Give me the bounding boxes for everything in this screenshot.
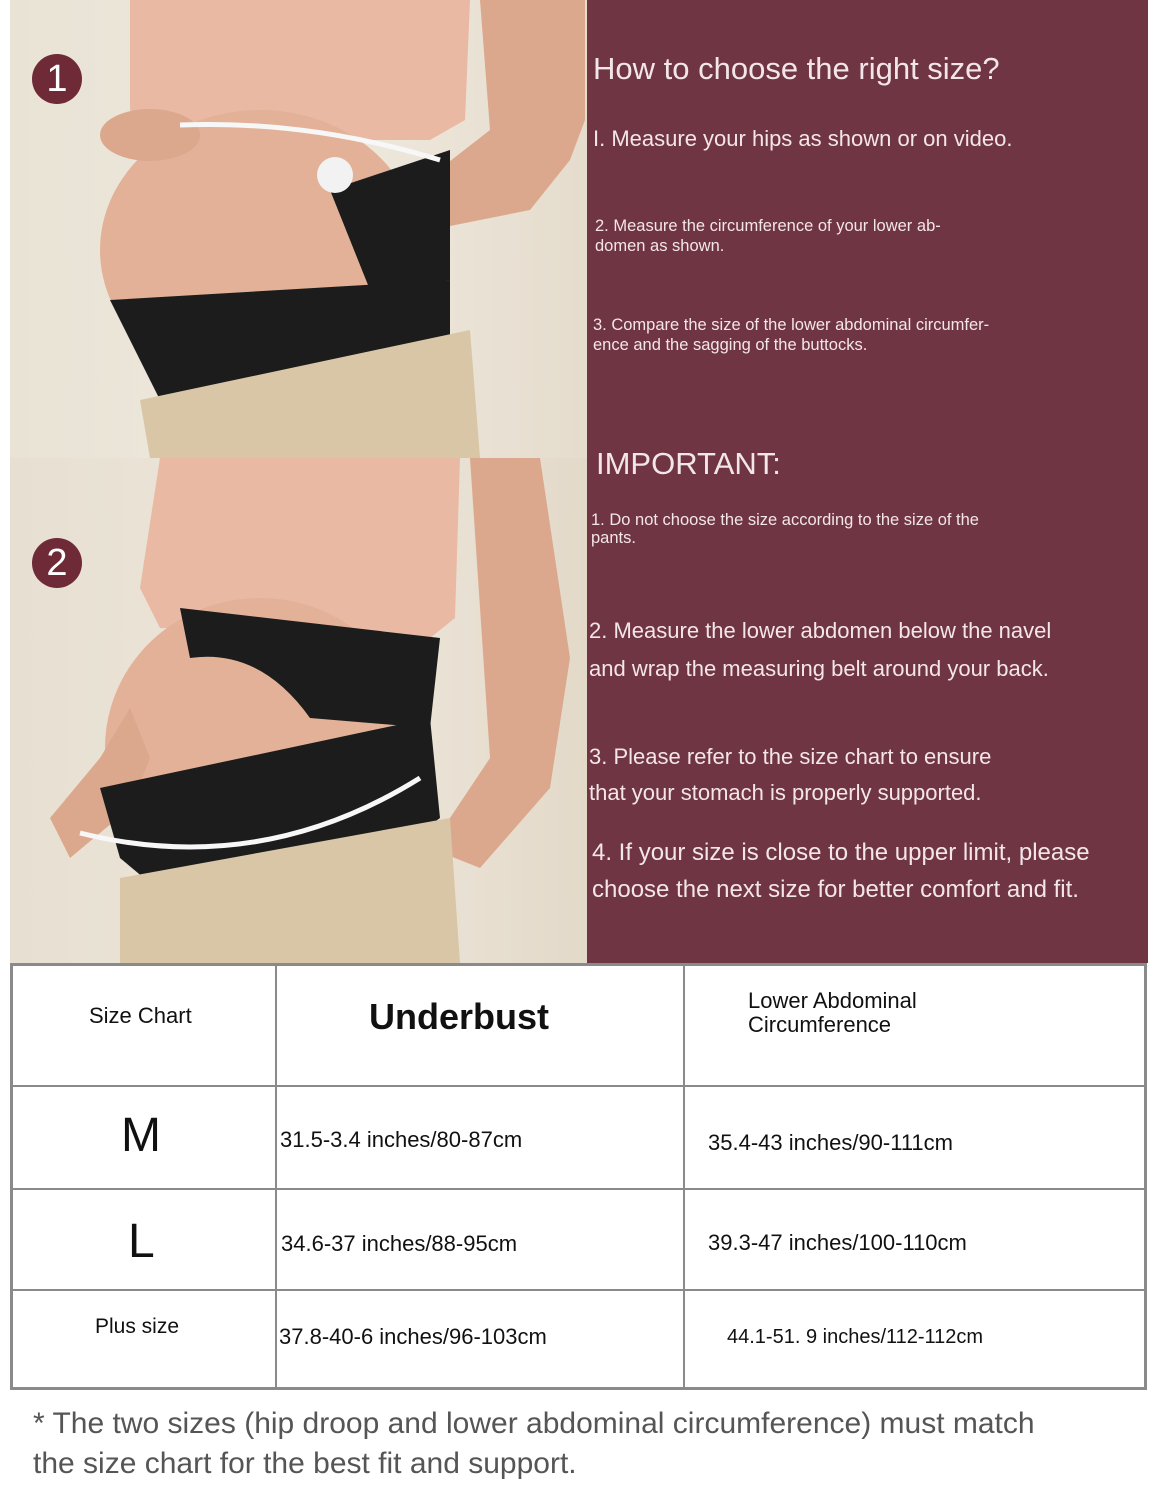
header-size-chart: Size Chart: [89, 1003, 192, 1028]
size-chart-table: [10, 963, 1147, 1390]
size-m-underbust: 31.5-3.4 inches/80-87cm: [280, 1127, 523, 1152]
size-l-underbust: 34.6-37 inches/88-95cm: [281, 1231, 518, 1256]
size-l-lower-abdominal: 39.3-47 inches/100-110cm: [708, 1230, 967, 1255]
table-divider: [13, 1085, 1144, 1087]
important-title: IMPORTANT:: [596, 446, 781, 481]
important-3-line-2: that your stomach is properly supported.: [589, 780, 982, 805]
important-2-line-2: and wrap the measuring belt around your back.: [589, 656, 1049, 681]
size-plus-label: Plus size: [95, 1315, 180, 1338]
step-1-badge: 1: [32, 54, 82, 104]
table-divider: [13, 1289, 1144, 1291]
step-2-line-2: domen as shown.: [595, 237, 725, 255]
important-1-line-1: 1. Do not choose the size according to the size of the: [591, 511, 979, 529]
step-2-badge: 2: [32, 538, 82, 588]
important-2-line-1: 2. Measure the lower abdomen below the navel: [589, 618, 1052, 643]
important-3-line-1: 3. Please refer to the size chart to ensure: [589, 744, 992, 769]
illustration-pregnant-torso-2: [10, 458, 587, 963]
photo-measuring-hips: [10, 0, 587, 458]
step-2-line-1: 2. Measure the circumference of your lower ab-: [595, 217, 941, 235]
step-1-text: I. Measure your hips as shown or on video.: [593, 126, 1013, 151]
table-divider: [13, 1188, 1144, 1190]
size-m-label: M: [121, 1109, 161, 1162]
size-l-label: L: [128, 1215, 155, 1268]
header-underbust: Underbust: [369, 996, 549, 1037]
footnote-line-1: * The two sizes (hip droop and lower abdominal circumference) must match: [33, 1407, 1035, 1440]
important-4-line-1: 4. If your size is close to the upper limit, please: [592, 839, 1090, 866]
size-m-lower-abdominal: 35.4-43 inches/90-111cm: [708, 1130, 953, 1155]
header-lower-abdominal-line-2: Circumference: [748, 1012, 892, 1037]
table-divider: [683, 966, 685, 1387]
step-3-line-2: ence and the sagging of the buttocks.: [593, 336, 868, 354]
illustration-pregnant-torso-1: [10, 0, 587, 458]
important-1-line-2: pants.: [591, 529, 636, 547]
size-plus-lower-abdominal: 44.1-51. 9 inches/112-112cm: [727, 1326, 984, 1348]
size-guide-panel: [587, 0, 1148, 963]
table-divider: [275, 966, 277, 1387]
header-lower-abdominal-line-1: Lower Abdominal: [748, 988, 917, 1013]
size-plus-underbust: 37.8-40-6 inches/96-103cm: [279, 1324, 547, 1349]
step-3-line-1: 3. Compare the size of the lower abdominal circumfer-: [593, 316, 990, 334]
footnote-line-2: the size chart for the best fit and support.: [33, 1447, 577, 1480]
panel-title: How to choose the right size?: [593, 51, 1000, 86]
footnote: [33, 1404, 1123, 1484]
photo-measuring-abdomen: [10, 458, 587, 963]
important-4-line-2: choose the next size for better comfort and fit.: [592, 876, 1079, 903]
